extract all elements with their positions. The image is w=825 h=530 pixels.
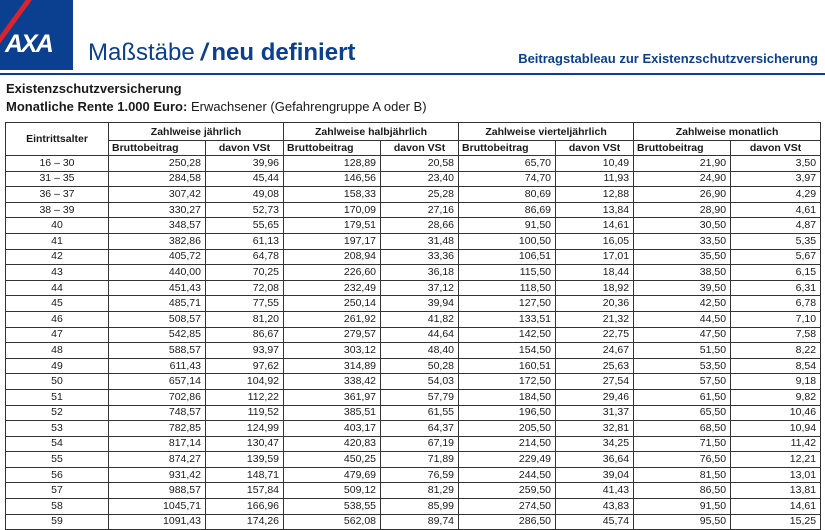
cell-davon-vst: 166,96 (206, 499, 284, 515)
cell-bruttobeitrag: 405,72 (109, 249, 206, 265)
cell-bruttobeitrag: 65,70 (459, 156, 556, 172)
cell-davon-vst: 8,22 (731, 343, 821, 359)
cell-bruttobeitrag: 542,85 (109, 327, 206, 343)
cell-davon-vst: 18,92 (556, 280, 634, 296)
cell-davon-vst: 5,35 (731, 233, 821, 249)
cell-age: 46 (6, 311, 109, 327)
cell-bruttobeitrag: 303,12 (284, 343, 381, 359)
cell-bruttobeitrag: 440,00 (109, 265, 206, 281)
cell-davon-vst: 72,08 (206, 280, 284, 296)
cell-bruttobeitrag: 30,50 (634, 218, 731, 234)
table-row (6, 467, 821, 483)
cell-bruttobeitrag: 42,50 (634, 296, 731, 312)
brand-title-part1: Maßstäbe (88, 39, 195, 66)
cell-davon-vst: 39,96 (206, 156, 284, 172)
cell-bruttobeitrag: 988,57 (109, 483, 206, 499)
cell-bruttobeitrag: 348,57 (109, 218, 206, 234)
cell-bruttobeitrag: 91,50 (459, 218, 556, 234)
cell-age: 54 (6, 436, 109, 452)
cell-davon-vst: 14,61 (556, 218, 634, 234)
cell-davon-vst: 4,87 (731, 218, 821, 234)
table-row (6, 171, 821, 187)
document-title: Beitragstableau zur Existenzschutzversicherung (518, 51, 818, 66)
cell-davon-vst: 23,40 (381, 171, 459, 187)
cell-age: 38 – 39 (6, 202, 109, 218)
cell-davon-vst: 8,54 (731, 358, 821, 374)
cell-davon-vst: 13,81 (731, 483, 821, 499)
cell-age: 36 – 37 (6, 187, 109, 203)
cell-bruttobeitrag: 80,69 (459, 187, 556, 203)
cell-age: 42 (6, 249, 109, 265)
cell-bruttobeitrag: 250,14 (284, 296, 381, 312)
table-row (6, 499, 821, 515)
header-davon-vst: davon VSt (731, 141, 821, 156)
table-row (6, 389, 821, 405)
cell-age: 56 (6, 467, 109, 483)
cell-bruttobeitrag: 142,50 (459, 327, 556, 343)
cell-bruttobeitrag: 361,97 (284, 389, 381, 405)
cell-davon-vst: 9,82 (731, 389, 821, 405)
cell-bruttobeitrag: 748,57 (109, 405, 206, 421)
cell-age: 16 – 30 (6, 156, 109, 172)
cell-davon-vst: 174,26 (206, 514, 284, 530)
cell-bruttobeitrag: 51,50 (634, 343, 731, 359)
cell-age: 58 (6, 499, 109, 515)
cell-davon-vst: 34,25 (556, 436, 634, 452)
cell-davon-vst: 25,28 (381, 187, 459, 203)
cell-davon-vst: 44,64 (381, 327, 459, 343)
table-row (6, 156, 821, 172)
cell-bruttobeitrag: 61,50 (634, 389, 731, 405)
cell-bruttobeitrag: 485,71 (109, 296, 206, 312)
cell-davon-vst: 24,67 (556, 343, 634, 359)
cell-davon-vst: 27,54 (556, 374, 634, 390)
cell-davon-vst: 6,15 (731, 265, 821, 281)
cell-bruttobeitrag: 172,50 (459, 374, 556, 390)
cell-bruttobeitrag: 53,50 (634, 358, 731, 374)
cell-davon-vst: 57,79 (381, 389, 459, 405)
cell-age: 59 (6, 514, 109, 530)
header-group-semiannual: Zahlweise halbjährlich (284, 123, 459, 141)
header-bruttobeitrag: Bruttobeitrag (284, 141, 381, 156)
cell-bruttobeitrag: 154,50 (459, 343, 556, 359)
brand-title-slash: / (200, 39, 208, 66)
cell-davon-vst: 104,92 (206, 374, 284, 390)
cell-davon-vst: 157,84 (206, 483, 284, 499)
table-row (6, 421, 821, 437)
header-group-quarterly: Zahlweise vierteljährlich (459, 123, 634, 141)
cell-bruttobeitrag: 57,50 (634, 374, 731, 390)
cell-davon-vst: 11,42 (731, 436, 821, 452)
cell-davon-vst: 52,73 (206, 202, 284, 218)
cell-davon-vst: 18,44 (556, 265, 634, 281)
cell-davon-vst: 29,46 (556, 389, 634, 405)
cell-bruttobeitrag: 538,55 (284, 499, 381, 515)
cell-age: 50 (6, 374, 109, 390)
cell-bruttobeitrag: 226,60 (284, 265, 381, 281)
cell-davon-vst: 86,67 (206, 327, 284, 343)
cell-bruttobeitrag: 24,90 (634, 171, 731, 187)
cell-davon-vst: 64,78 (206, 249, 284, 265)
cell-bruttobeitrag: 106,51 (459, 249, 556, 265)
cell-bruttobeitrag: 196,50 (459, 405, 556, 421)
cell-age: 43 (6, 265, 109, 281)
cell-bruttobeitrag: 184,50 (459, 389, 556, 405)
cell-bruttobeitrag: 118,50 (459, 280, 556, 296)
cell-davon-vst: 20,58 (381, 156, 459, 172)
cell-bruttobeitrag: 68,50 (634, 421, 731, 437)
cell-bruttobeitrag: 338,42 (284, 374, 381, 390)
cell-bruttobeitrag: 127,50 (459, 296, 556, 312)
cell-davon-vst: 124,99 (206, 421, 284, 437)
cell-bruttobeitrag: 479,69 (284, 467, 381, 483)
cell-davon-vst: 148,71 (206, 467, 284, 483)
cell-davon-vst: 31,37 (556, 405, 634, 421)
cell-bruttobeitrag: 451,43 (109, 280, 206, 296)
cell-davon-vst: 81,29 (381, 483, 459, 499)
cell-bruttobeitrag: 314,89 (284, 358, 381, 374)
cell-bruttobeitrag: 259,50 (459, 483, 556, 499)
cell-bruttobeitrag: 250,28 (109, 156, 206, 172)
cell-davon-vst: 54,03 (381, 374, 459, 390)
cell-age: 44 (6, 280, 109, 296)
cell-davon-vst: 33,36 (381, 249, 459, 265)
cell-bruttobeitrag: 782,85 (109, 421, 206, 437)
cell-bruttobeitrag: 702,86 (109, 389, 206, 405)
cell-davon-vst: 70,25 (206, 265, 284, 281)
cell-bruttobeitrag: 128,89 (284, 156, 381, 172)
cell-bruttobeitrag: 232,49 (284, 280, 381, 296)
cell-bruttobeitrag: 33,50 (634, 233, 731, 249)
table-row (6, 187, 821, 203)
cell-bruttobeitrag: 115,50 (459, 265, 556, 281)
cell-davon-vst: 5,67 (731, 249, 821, 265)
cell-bruttobeitrag: 38,50 (634, 265, 731, 281)
logo-text: AXA (5, 30, 52, 58)
cell-bruttobeitrag: 21,90 (634, 156, 731, 172)
table-row (6, 311, 821, 327)
header-divider (0, 73, 825, 75)
cell-davon-vst: 13,01 (731, 467, 821, 483)
cell-davon-vst: 6,31 (731, 280, 821, 296)
table-row (6, 405, 821, 421)
cell-davon-vst: 3,97 (731, 171, 821, 187)
cell-age: 57 (6, 483, 109, 499)
cell-bruttobeitrag: 420,83 (284, 436, 381, 452)
cell-davon-vst: 10,49 (556, 156, 634, 172)
cell-bruttobeitrag: 450,25 (284, 452, 381, 468)
cell-age: 52 (6, 405, 109, 421)
cell-bruttobeitrag: 261,92 (284, 311, 381, 327)
cell-bruttobeitrag: 403,17 (284, 421, 381, 437)
cell-davon-vst: 10,94 (731, 421, 821, 437)
cell-davon-vst: 93,97 (206, 343, 284, 359)
table-row (6, 483, 821, 499)
cell-davon-vst: 97,62 (206, 358, 284, 374)
cell-davon-vst: 119,52 (206, 405, 284, 421)
cell-davon-vst: 25,63 (556, 358, 634, 374)
cell-bruttobeitrag: 76,50 (634, 452, 731, 468)
cell-bruttobeitrag: 26,90 (634, 187, 731, 203)
cell-bruttobeitrag: 279,57 (284, 327, 381, 343)
cell-davon-vst: 13,84 (556, 202, 634, 218)
cell-bruttobeitrag: 44,50 (634, 311, 731, 327)
cell-age: 49 (6, 358, 109, 374)
cell-age: 51 (6, 389, 109, 405)
section-subtitle (6, 99, 427, 114)
cell-bruttobeitrag: 208,94 (284, 249, 381, 265)
cell-bruttobeitrag: 95,50 (634, 514, 731, 530)
cell-bruttobeitrag: 205,50 (459, 421, 556, 437)
cell-bruttobeitrag: 179,51 (284, 218, 381, 234)
cell-age: 47 (6, 327, 109, 343)
cell-davon-vst: 36,18 (381, 265, 459, 281)
cell-bruttobeitrag: 817,14 (109, 436, 206, 452)
cell-davon-vst: 49,08 (206, 187, 284, 203)
cell-bruttobeitrag: 562,08 (284, 514, 381, 530)
table-row (6, 327, 821, 343)
cell-davon-vst: 12,21 (731, 452, 821, 468)
table-row (6, 249, 821, 265)
cell-bruttobeitrag: 1091,43 (109, 514, 206, 530)
cell-davon-vst: 31,48 (381, 233, 459, 249)
header-group-monthly: Zahlweise monatlich (634, 123, 821, 141)
header-bruttobeitrag: Bruttobeitrag (459, 141, 556, 156)
table-row (6, 265, 821, 281)
cell-age: 45 (6, 296, 109, 312)
cell-davon-vst: 89,74 (381, 514, 459, 530)
cell-bruttobeitrag: 47,50 (634, 327, 731, 343)
cell-bruttobeitrag: 91,50 (634, 499, 731, 515)
cell-davon-vst: 43,83 (556, 499, 634, 515)
cell-bruttobeitrag: 286,50 (459, 514, 556, 530)
cell-davon-vst: 15,25 (731, 514, 821, 530)
cell-bruttobeitrag: 385,51 (284, 405, 381, 421)
cell-davon-vst: 76,59 (381, 467, 459, 483)
cell-davon-vst: 20,36 (556, 296, 634, 312)
cell-davon-vst: 27,16 (381, 202, 459, 218)
cell-bruttobeitrag: 1045,71 (109, 499, 206, 515)
cell-bruttobeitrag: 39,50 (634, 280, 731, 296)
cell-age: 55 (6, 452, 109, 468)
subtitle-rest: Erwachsener (Gefahrengruppe A oder B) (187, 99, 427, 114)
header-group-annual: Zahlweise jährlich (109, 123, 284, 141)
cell-davon-vst: 45,44 (206, 171, 284, 187)
brand-title-part2: neu definiert (211, 39, 356, 66)
cell-davon-vst: 67,19 (381, 436, 459, 452)
table-row (6, 436, 821, 452)
cell-bruttobeitrag: 244,50 (459, 467, 556, 483)
cell-bruttobeitrag: 611,43 (109, 358, 206, 374)
cell-age: 53 (6, 421, 109, 437)
section-title: Existenzschutzversicherung (6, 81, 182, 96)
cell-davon-vst: 12,88 (556, 187, 634, 203)
cell-age: 48 (6, 343, 109, 359)
cell-davon-vst: 55,65 (206, 218, 284, 234)
cell-age: 41 (6, 233, 109, 249)
cell-davon-vst: 39,04 (556, 467, 634, 483)
table-row (6, 514, 821, 530)
table-row (6, 358, 821, 374)
cell-davon-vst: 16,05 (556, 233, 634, 249)
cell-davon-vst: 45,74 (556, 514, 634, 530)
cell-davon-vst: 81,20 (206, 311, 284, 327)
cell-bruttobeitrag: 100,50 (459, 233, 556, 249)
cell-bruttobeitrag: 330,27 (109, 202, 206, 218)
cell-bruttobeitrag: 28,90 (634, 202, 731, 218)
cell-davon-vst: 11,93 (556, 171, 634, 187)
cell-davon-vst: 36,64 (556, 452, 634, 468)
cell-bruttobeitrag: 229,49 (459, 452, 556, 468)
cell-bruttobeitrag: 86,50 (634, 483, 731, 499)
cell-bruttobeitrag: 197,17 (284, 233, 381, 249)
cell-davon-vst: 50,28 (381, 358, 459, 374)
cell-bruttobeitrag: 508,57 (109, 311, 206, 327)
cell-bruttobeitrag: 931,42 (109, 467, 206, 483)
header-bruttobeitrag: Bruttobeitrag (634, 141, 731, 156)
subtitle-bold: Monatliche Rente 1.000 Euro: (6, 99, 188, 114)
cell-davon-vst: 14,61 (731, 499, 821, 515)
table-row (6, 233, 821, 249)
table-row (6, 218, 821, 234)
table-row (6, 452, 821, 468)
cell-bruttobeitrag: 874,27 (109, 452, 206, 468)
cell-bruttobeitrag: 284,58 (109, 171, 206, 187)
cell-bruttobeitrag: 81,50 (634, 467, 731, 483)
cell-davon-vst: 3,50 (731, 156, 821, 172)
header-davon-vst: davon VSt (556, 141, 634, 156)
cell-davon-vst: 7,58 (731, 327, 821, 343)
table-row (6, 202, 821, 218)
cell-bruttobeitrag: 133,51 (459, 311, 556, 327)
cell-davon-vst: 61,13 (206, 233, 284, 249)
cell-bruttobeitrag: 274,50 (459, 499, 556, 515)
table-row (6, 374, 821, 390)
cell-bruttobeitrag: 65,50 (634, 405, 731, 421)
cell-davon-vst: 130,47 (206, 436, 284, 452)
cell-davon-vst: 41,82 (381, 311, 459, 327)
cell-age: 31 – 35 (6, 171, 109, 187)
cell-davon-vst: 71,89 (381, 452, 459, 468)
cell-bruttobeitrag: 86,69 (459, 202, 556, 218)
premium-table (5, 122, 821, 530)
cell-age: 40 (6, 218, 109, 234)
cell-bruttobeitrag: 382,86 (109, 233, 206, 249)
cell-davon-vst: 61,55 (381, 405, 459, 421)
cell-davon-vst: 4,29 (731, 187, 821, 203)
cell-davon-vst: 9,18 (731, 374, 821, 390)
cell-davon-vst: 64,37 (381, 421, 459, 437)
axa-logo (0, 0, 73, 70)
cell-bruttobeitrag: 35,50 (634, 249, 731, 265)
cell-davon-vst: 112,22 (206, 389, 284, 405)
table-row (6, 280, 821, 296)
cell-davon-vst: 32,81 (556, 421, 634, 437)
cell-davon-vst: 21,32 (556, 311, 634, 327)
cell-davon-vst: 22,75 (556, 327, 634, 343)
cell-davon-vst: 10,46 (731, 405, 821, 421)
table-row (6, 296, 821, 312)
table-row (6, 343, 821, 359)
cell-davon-vst: 39,94 (381, 296, 459, 312)
header-davon-vst: davon VSt (206, 141, 284, 156)
cell-davon-vst: 41,43 (556, 483, 634, 499)
header-davon-vst: davon VSt (381, 141, 459, 156)
cell-davon-vst: 7,10 (731, 311, 821, 327)
header-eintrittsalter: Eintrittsalter (6, 123, 109, 156)
cell-davon-vst: 28,66 (381, 218, 459, 234)
cell-davon-vst: 6,78 (731, 296, 821, 312)
cell-bruttobeitrag: 214,50 (459, 436, 556, 452)
table-body (6, 156, 821, 530)
cell-davon-vst: 77,55 (206, 296, 284, 312)
cell-bruttobeitrag: 160,51 (459, 358, 556, 374)
cell-davon-vst: 139,59 (206, 452, 284, 468)
cell-bruttobeitrag: 588,57 (109, 343, 206, 359)
cell-bruttobeitrag: 71,50 (634, 436, 731, 452)
cell-davon-vst: 37,12 (381, 280, 459, 296)
cell-bruttobeitrag: 657,14 (109, 374, 206, 390)
cell-davon-vst: 17,01 (556, 249, 634, 265)
cell-bruttobeitrag: 74,70 (459, 171, 556, 187)
cell-bruttobeitrag: 146,56 (284, 171, 381, 187)
brand-title (88, 39, 355, 67)
header-bruttobeitrag: Bruttobeitrag (109, 141, 206, 156)
cell-davon-vst: 4,61 (731, 202, 821, 218)
cell-davon-vst: 48,40 (381, 343, 459, 359)
cell-bruttobeitrag: 509,12 (284, 483, 381, 499)
cell-davon-vst: 85,99 (381, 499, 459, 515)
cell-bruttobeitrag: 307,42 (109, 187, 206, 203)
cell-bruttobeitrag: 158,33 (284, 187, 381, 203)
cell-bruttobeitrag: 170,09 (284, 202, 381, 218)
